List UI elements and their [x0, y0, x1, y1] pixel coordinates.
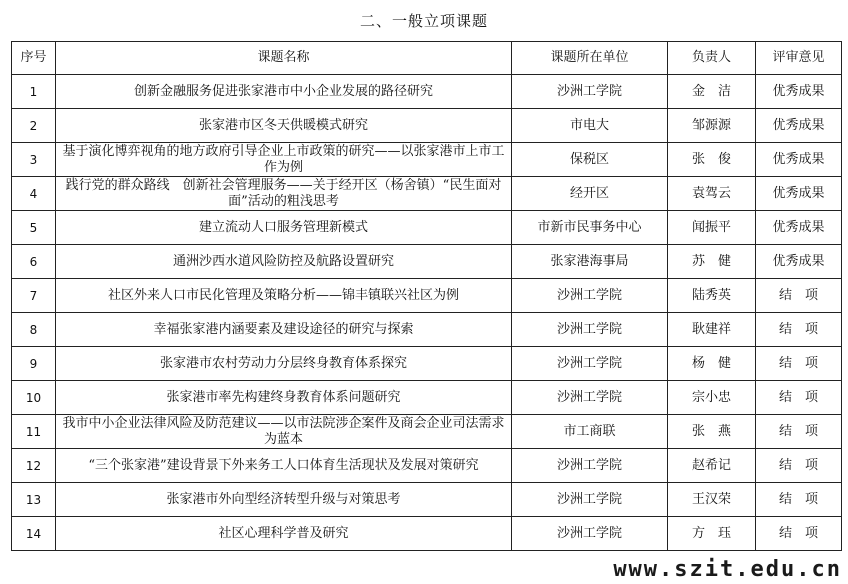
table-row	[12, 245, 842, 279]
cell-topic: 张家港市外向型经济转型升级与对策思考	[56, 483, 512, 517]
cell-review: 结 项	[756, 381, 842, 415]
site-watermark: www.szit.edu.cn	[613, 557, 842, 582]
cell-review: 优秀成果	[756, 245, 842, 279]
cell-topic: 张家港市农村劳动力分层终身教育体系探究	[56, 347, 512, 381]
project-table	[11, 41, 842, 551]
cell-unit: 市工商联	[512, 415, 668, 449]
cell-review: 优秀成果	[756, 109, 842, 143]
cell-topic: “三个张家港”建设背景下外来务工人口体育生活现状及发展对策研究	[56, 449, 512, 483]
table-row	[12, 211, 842, 245]
cell-unit: 沙洲工学院	[512, 279, 668, 313]
cell-owner: 邹源源	[668, 109, 756, 143]
table-row	[12, 313, 842, 347]
cell-topic: 幸福张家港内涵要素及建设途径的研究与探索	[56, 313, 512, 347]
cell-review: 优秀成果	[756, 211, 842, 245]
table-row	[12, 177, 842, 211]
header-unit: 课题所在单位	[512, 42, 668, 75]
cell-index: 11	[12, 415, 56, 449]
table-row	[12, 381, 842, 415]
cell-index: 14	[12, 517, 56, 551]
cell-unit: 沙洲工学院	[512, 449, 668, 483]
cell-owner: 金 洁	[668, 75, 756, 109]
cell-owner: 方 珏	[668, 517, 756, 551]
cell-unit: 市新市民事务中心	[512, 211, 668, 245]
cell-index: 13	[12, 483, 56, 517]
cell-index: 4	[12, 177, 56, 211]
page-title: 二、一般立项课题	[359, 12, 488, 30]
cell-topic: 创新金融服务促进张家港市中小企业发展的路径研究	[56, 75, 512, 109]
cell-review: 优秀成果	[756, 177, 842, 211]
cell-owner: 陆秀英	[668, 279, 756, 313]
cell-unit: 沙洲工学院	[512, 483, 668, 517]
cell-index: 8	[12, 313, 56, 347]
cell-topic: 通洲沙西水道风险防控及航路设置研究	[56, 245, 512, 279]
cell-owner: 苏 健	[668, 245, 756, 279]
cell-review: 结 项	[756, 517, 842, 551]
cell-unit: 沙洲工学院	[512, 381, 668, 415]
cell-index: 6	[12, 245, 56, 279]
cell-index: 5	[12, 211, 56, 245]
cell-unit: 沙洲工学院	[512, 75, 668, 109]
cell-review: 结 项	[756, 347, 842, 381]
cell-owner: 赵希记	[668, 449, 756, 483]
cell-review: 结 项	[756, 483, 842, 517]
cell-review: 结 项	[756, 313, 842, 347]
table-row	[12, 449, 842, 483]
table-body	[12, 75, 842, 551]
cell-topic: 我市中小企业法律风险及防范建议——以市法院涉企案件及商会企业司法需求为蓝本	[56, 415, 512, 449]
table-row	[12, 483, 842, 517]
cell-index: 12	[12, 449, 56, 483]
cell-index: 10	[12, 381, 56, 415]
cell-owner: 宗小忠	[668, 381, 756, 415]
table-header-row	[12, 42, 842, 75]
cell-unit: 保税区	[512, 143, 668, 177]
header-review: 评审意见	[756, 42, 842, 75]
cell-review: 优秀成果	[756, 75, 842, 109]
table-row	[12, 143, 842, 177]
cell-unit: 沙洲工学院	[512, 517, 668, 551]
cell-topic: 社区外来人口市民化管理及策略分析——锦丰镇联兴社区为例	[56, 279, 512, 313]
cell-index: 3	[12, 143, 56, 177]
cell-owner: 袁驾云	[668, 177, 756, 211]
cell-topic: 建立流动人口服务管理新模式	[56, 211, 512, 245]
cell-topic: 践行党的群众路线 创新社会管理服务——关于经开区（杨舍镇）“民生面对面”活动的粗浅思考	[56, 177, 512, 211]
cell-topic: 张家港市区冬天供暖模式研究	[56, 109, 512, 143]
cell-topic: 社区心理科学普及研究	[56, 517, 512, 551]
cell-index: 7	[12, 279, 56, 313]
cell-unit: 市电大	[512, 109, 668, 143]
header-index: 序号	[12, 42, 56, 75]
cell-owner: 闻振平	[668, 211, 756, 245]
cell-unit: 经开区	[512, 177, 668, 211]
cell-index: 2	[12, 109, 56, 143]
table-row	[12, 415, 842, 449]
cell-unit: 沙洲工学院	[512, 347, 668, 381]
cell-topic: 基于演化博弈视角的地方政府引导企业上市政策的研究——以张家港市上市工作为例	[56, 143, 512, 177]
cell-owner: 王汉荣	[668, 483, 756, 517]
table-row	[12, 347, 842, 381]
cell-owner: 耿建祥	[668, 313, 756, 347]
table-row	[12, 517, 842, 551]
table-row	[12, 279, 842, 313]
cell-review: 结 项	[756, 449, 842, 483]
cell-index: 1	[12, 75, 56, 109]
cell-unit: 张家港海事局	[512, 245, 668, 279]
cell-topic: 张家港市率先构建终身教育体系问题研究	[56, 381, 512, 415]
cell-review: 结 项	[756, 279, 842, 313]
cell-unit: 沙洲工学院	[512, 313, 668, 347]
cell-review: 结 项	[756, 415, 842, 449]
cell-owner: 杨 健	[668, 347, 756, 381]
cell-index: 9	[12, 347, 56, 381]
cell-owner: 张 燕	[668, 415, 756, 449]
header-topic: 课题名称	[56, 42, 512, 75]
cell-review: 优秀成果	[756, 143, 842, 177]
table-row	[12, 75, 842, 109]
cell-owner: 张 俊	[668, 143, 756, 177]
header-owner: 负责人	[668, 42, 756, 75]
table-row	[12, 109, 842, 143]
